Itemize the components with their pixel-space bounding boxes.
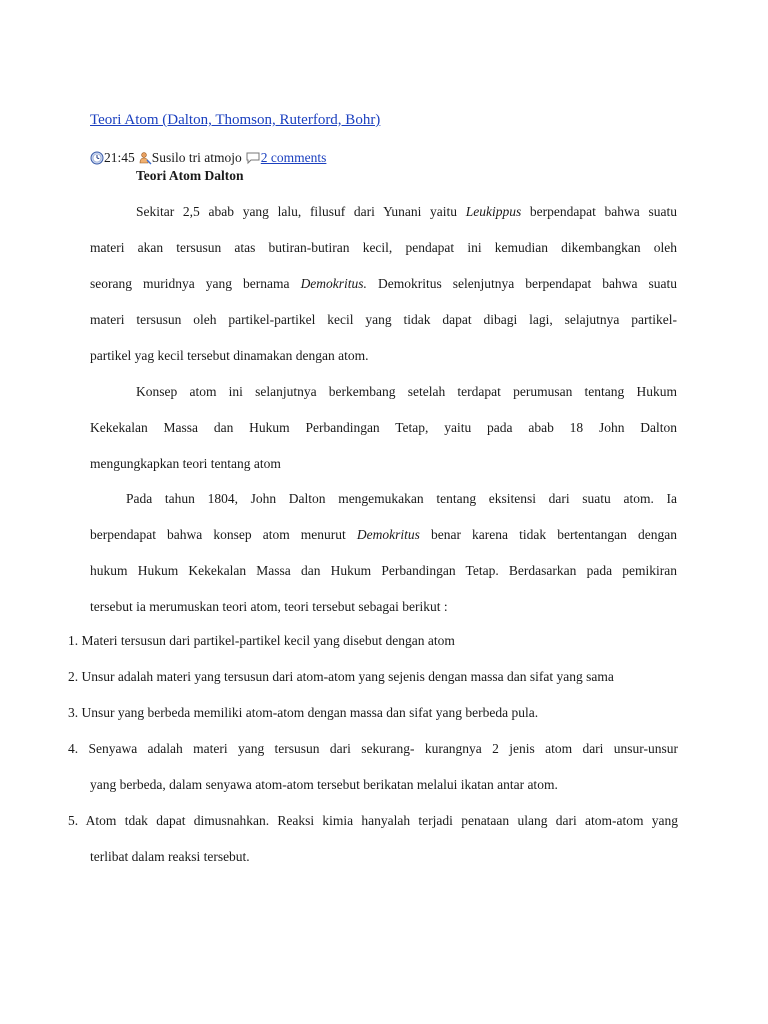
- post-author: Susilo tri atmojo: [151, 150, 242, 165]
- list-item-5: 5. Atom tdak dapat dimusnahkan. Reaksi kimia hanyalah terjadi penataan ulang dari atom-atom yang: [68, 813, 678, 828]
- text-run: seorang muridnya yang bernama: [90, 276, 301, 291]
- text-run: Demokritus selenjutnya berpendapat bahwa suatu: [366, 276, 678, 291]
- paragraph-2-line-3: mengungkapkan teori tentang atom: [90, 456, 281, 471]
- emphasis-leukippus: Leukippus: [465, 204, 522, 219]
- clock-icon: [90, 151, 104, 165]
- paragraph-3-line-2: [90, 525, 677, 545]
- paragraph-1-line-2: materi akan tersusun atas butiran-butiran kecil, pendapat ini kemudian dikembangkan oleh: [90, 240, 677, 255]
- emphasis-demokritus: Demokritus: [356, 527, 420, 542]
- paragraph-1-line-5: partikel yag kecil tersebut dinamakan dengan atom.: [90, 348, 369, 363]
- paragraph-2-line-2: Kekekalan Massa dan Hukum Perbandingan Tetap, yaitu pada abab 18 John Dalton: [90, 420, 677, 435]
- user-icon: [138, 151, 152, 165]
- section-heading: Teori Atom Dalton: [136, 168, 244, 183]
- text-run: berpendapat bahwa konsep atom menurut: [90, 527, 357, 542]
- text-run: Sekitar 2,5 abab yang lalu, filusuf dari Yunani yaitu: [136, 204, 466, 219]
- paragraph-1-line-3: [90, 274, 677, 294]
- list-item-4: 4. Senyawa adalah materi yang tersusun dari sekurang- kurangnya 2 jenis atom dari unsur-unsur: [68, 741, 678, 756]
- paragraph-3-line-3: hukum Hukum Kekekalan Massa dan Hukum Perbandingan Tetap. Berdasarkan pada pemikiran: [90, 563, 677, 578]
- comments-link[interactable]: 2 comments: [260, 150, 327, 165]
- post-meta: [90, 148, 326, 168]
- list-item-3: 3. Unsur yang berbeda memiliki atom-atom dengan massa dan sifat yang berbeda pula.: [68, 705, 539, 720]
- list-item-5-continuation: terlibat dalam reaksi tersebut.: [90, 849, 250, 864]
- list-item-1: 1. Materi tersusun dari partikel-partikel kecil yang disebut dengan atom: [68, 633, 455, 648]
- list-item-4-continuation: yang berbeda, dalam senyawa atom-atom tersebut berikatan melalui ikatan antar atom.: [90, 777, 558, 792]
- text-run: berpendapat bahwa suatu: [521, 204, 677, 219]
- post-time: 21:45: [104, 150, 135, 165]
- post-title-link[interactable]: Teori Atom (Dalton, Thomson, Ruterford, Bohr): [90, 112, 381, 128]
- paragraph-3-line-1: Pada tahun 1804, John Dalton mengemukakan tentang eksitensi dari suatu atom. Ia: [126, 491, 677, 506]
- paragraph-2-line-1: Konsep atom ini selanjutnya berkembang setelah terdapat perumusan tentang Hukum: [136, 384, 677, 399]
- comment-icon: [245, 151, 261, 165]
- paragraph-3-line-4: tersebut ia merumuskan teori atom, teori tersebut sebagai berikut :: [90, 599, 448, 614]
- paragraph-1-line-1: [136, 202, 677, 222]
- list-item-2: 2. Unsur adalah materi yang tersusun dari atom-atom yang sejenis dengan massa dan sifat yang sama: [68, 669, 614, 684]
- emphasis-demokritus: Demokritus.: [300, 276, 367, 291]
- text-run: benar karena tidak bertentangan dengan: [419, 527, 677, 542]
- paragraph-1-line-4: materi tersusun oleh partikel-partikel kecil yang tidak dapat dibagi lagi, selajutnya partikel-: [90, 312, 677, 327]
